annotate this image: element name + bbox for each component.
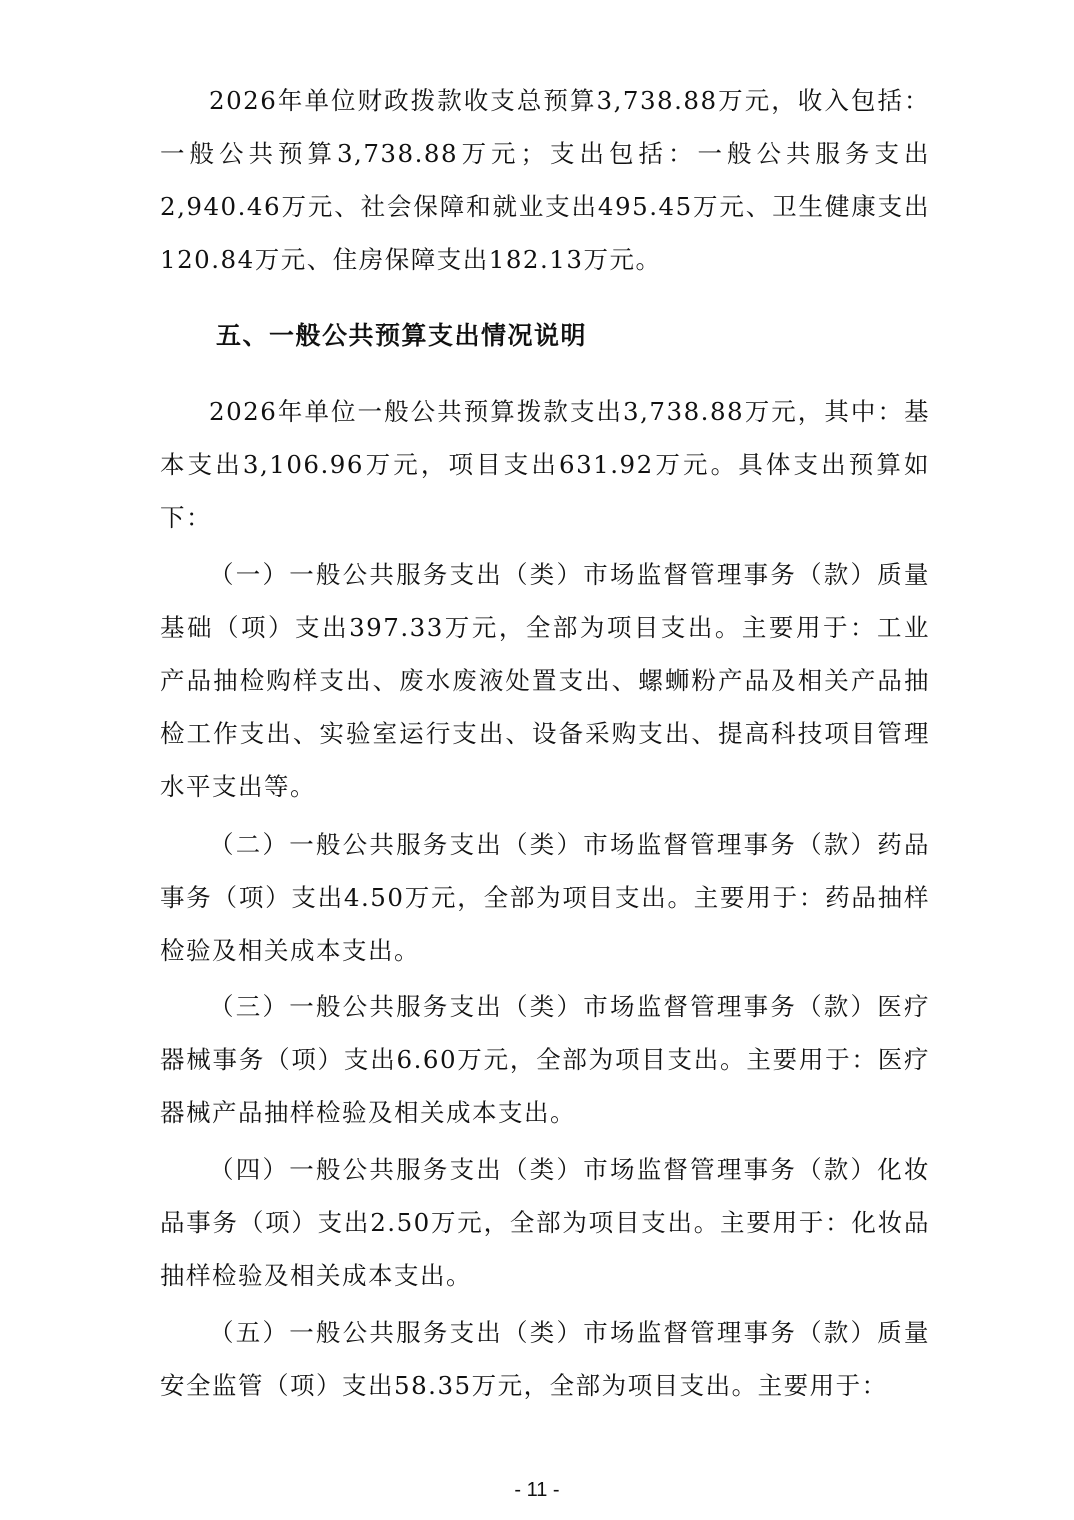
paragraph-general-budget-expenditure: 2026年单位一般公共预算拨款支出3,738.88万元，其中：基本支出3,106.96万元，项目支出631.92万元。具体支出预算如下： (160, 397, 930, 532)
paragraph-item-3-medical-devices: （三）一般公共服务支出（类）市场监督管理事务（款）医疗器械事务（项）支出6.60万元，全部为项目支出。主要用于：医疗器械产品抽样检验及相关成本支出。 (160, 992, 930, 1127)
paragraph-item-4-cosmetics: （四）一般公共服务支出（类）市场监督管理事务（款）化妆品事务（项）支出2.50万元，全部为项目支出。主要用于：化妆品抽样检验及相关成本支出。 (160, 1155, 930, 1290)
page-number: - 11 - (514, 1479, 560, 1501)
section-heading: 五、一般公共预算支出情况说明 (216, 321, 588, 350)
paragraph-item-5-quality-safety: （五）一般公共服务支出（类）市场监督管理事务（款）质量安全监管（项）支出58.35万元，全部为项目支出。主要用于： (160, 1318, 930, 1400)
paragraph-item-1-quality-foundation: （一）一般公共服务支出（类）市场监督管理事务（款）质量基础（项）支出397.33万元，全部为项目支出。主要用于：工业产品抽检购样支出、废水废液处置支出、螺蛳粉产品及相关产品抽检工作支出、实验室运行支出、设备采购支出、提高科技项目管理水平支出等。 (160, 560, 930, 801)
paragraph-item-2-drug-affairs: （二）一般公共服务支出（类）市场监督管理事务（款）药品事务（项）支出4.50万元，全部为项目支出。主要用于：药品抽样检验及相关成本支出。 (160, 830, 930, 965)
paragraph-fiscal-budget-summary: 2026年单位财政拨款收支总预算3,738.88万元，收入包括：一般公共预算3,738.88万元；支出包括：一般公共服务支出2,940.46万元、社会保障和就业支出495.45万元、卫生健康支出120.84万元、住房保障支出182.13万元。 (160, 86, 930, 274)
